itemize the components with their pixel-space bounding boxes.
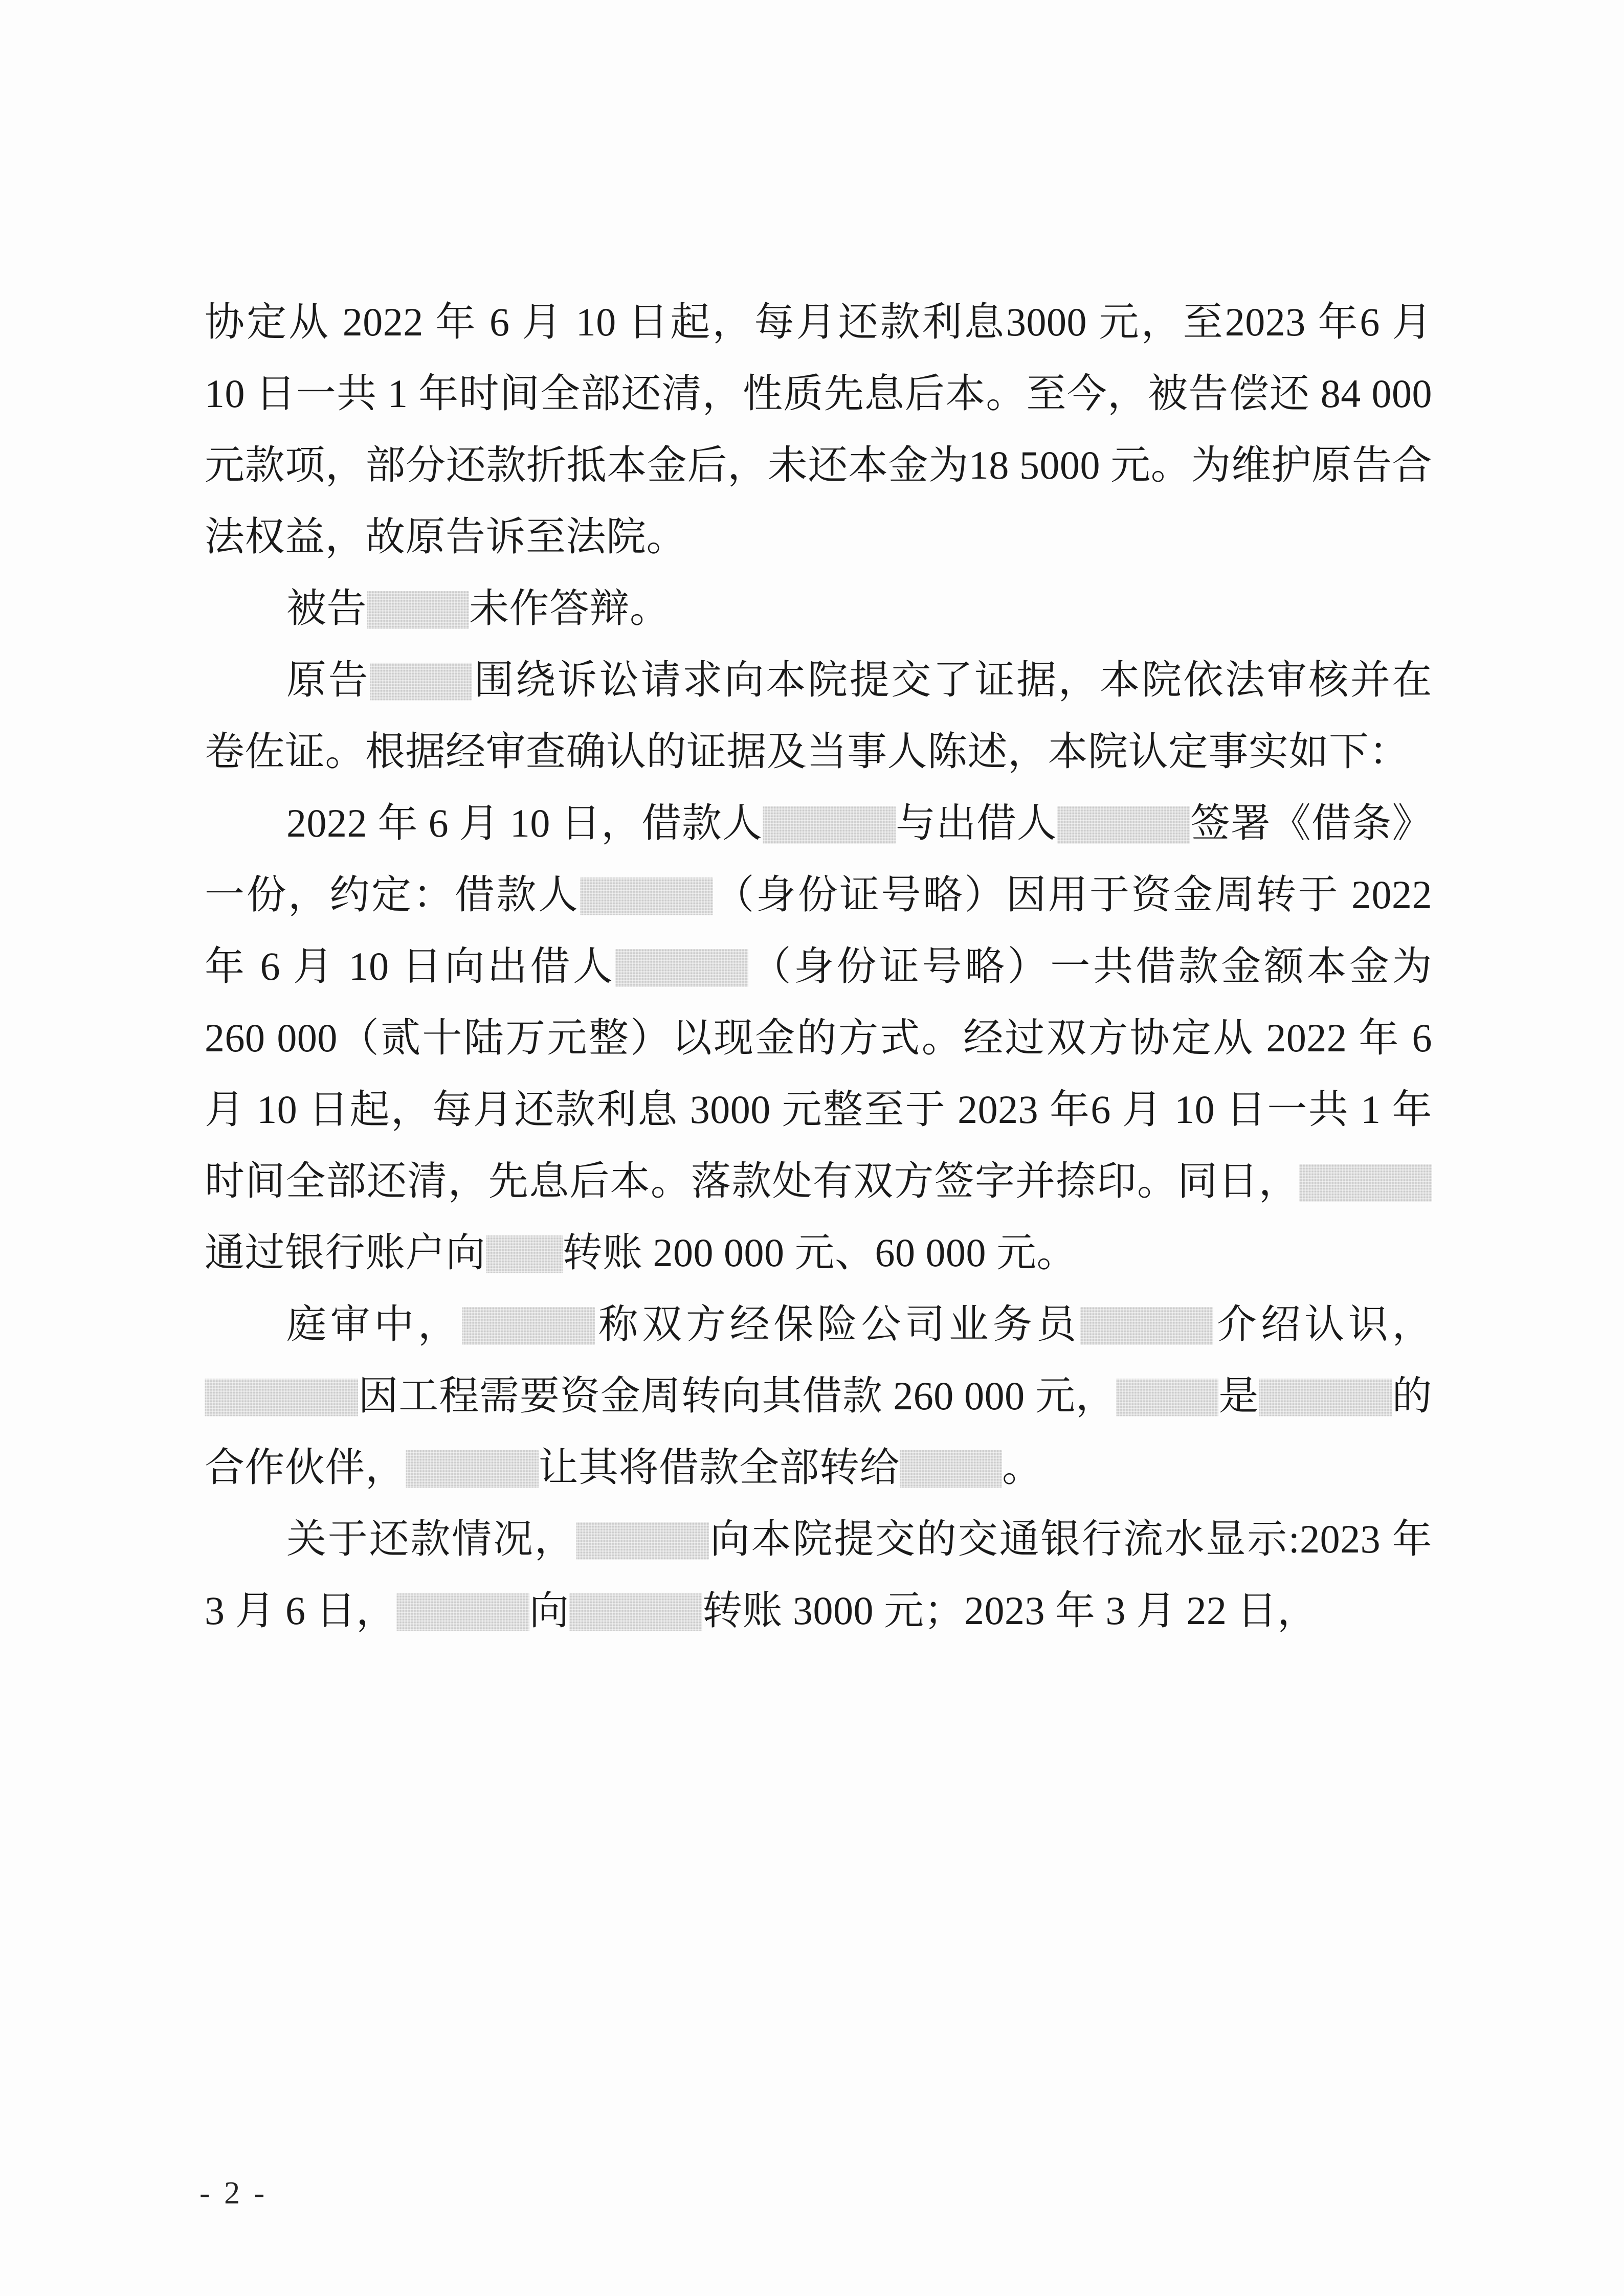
paragraph-text: 的合作伙伴， [205,1374,1432,1490]
paragraph-text: 转账 200 000 元、60 000 元。 [562,1230,1077,1275]
redaction-block [486,1235,563,1273]
paragraph [205,1289,1432,1503]
redaction-block [462,1307,595,1345]
paragraph-text: 让其将借款全部转给 [538,1445,900,1490]
paragraph-text: 向本院提交的交通银行流水显示:2023 年 3 月 6 日， [205,1517,1432,1633]
redaction-block [576,1522,709,1560]
paragraph-text: 与出借人 [895,801,1057,845]
redaction-block [1080,1307,1213,1345]
paragraph-text: 。 [1002,1445,1042,1490]
paragraph [205,1503,1432,1647]
paragraph [205,286,1432,573]
paragraph-text: 原告 [286,658,370,702]
paragraph-text: 因工程需要资金周转向其借款 260 000 元， [358,1374,1116,1418]
paragraph-text: （身份证号略）一共借款金额本金为 260 000（贰十陆万元整）以现金的方式。经过双方协定从 2022 年 6 月 10 日起，每月还款利息 3000 元整至于 2023 年6 月 10 日一共 1 年时间全部还清，先息后本。落款处有双方签字并捺印。同日， [205,944,1432,1203]
paragraph [205,573,1432,644]
redaction-block [763,806,896,844]
document-body [205,286,1432,1647]
paragraph-text: （身份证号略）因用于资金周转于 2022 年 6 月 10 日向出借人 [205,872,1432,988]
redaction-block [367,591,469,629]
redaction-block [900,1450,1002,1488]
paragraph-text: 庭审中， [286,1302,462,1346]
redaction-block [580,877,713,915]
page-number: - 2 - [199,2176,268,2211]
redaction-block [1299,1164,1432,1202]
redaction-block [615,949,748,987]
redaction-block [370,663,472,701]
paragraph [205,787,1432,1289]
redaction-block [1259,1379,1392,1416]
paragraph [205,644,1432,787]
paragraph-text: 2022 年 6 月 10 日，借款人 [286,801,763,845]
paragraph-text: 向 [529,1588,570,1633]
paragraph-text: 称双方经保险公司业务员 [594,1302,1080,1346]
paragraph-text: 被告 [286,586,367,631]
redaction-block [406,1450,539,1488]
paragraph-text: 关于还款情况， [286,1517,576,1561]
redaction-block [1116,1379,1218,1416]
redaction-block [205,1379,358,1416]
paragraph-text: 签署《借条》一份，约定：借款人 [205,801,1432,917]
paragraph-text: 协定从 2022 年 6 月 10 日起，每月还款利息3000 元，至2023 年6 月 10 日一共 1 年时间全部还清，性质先息后本。至今，被告偿还 84 000 元款项，部分还款折抵本金后，未还本金为18 5000 元。为维护原告合法权益，故原告诉至法院。 [205,300,1432,559]
redaction-block [1057,806,1190,844]
paragraph-text: 转账 3000 元；2023 年 3 月 22 日， [702,1588,1318,1633]
paragraph-text: 围绕诉讼请求向本院提交了证据，本院依法审核并在卷佐证。根据经审查确认的证据及当事人陈述，本院认定事实如下： [205,658,1432,774]
redaction-block [396,1593,529,1631]
paragraph-text: 介绍认识， [1213,1302,1432,1346]
redaction-block [569,1593,702,1631]
paragraph-text: 未作答辩。 [469,586,670,631]
paragraph-text: 是 [1218,1374,1259,1418]
paragraph-text: 通过银行账户向 [205,1230,486,1275]
